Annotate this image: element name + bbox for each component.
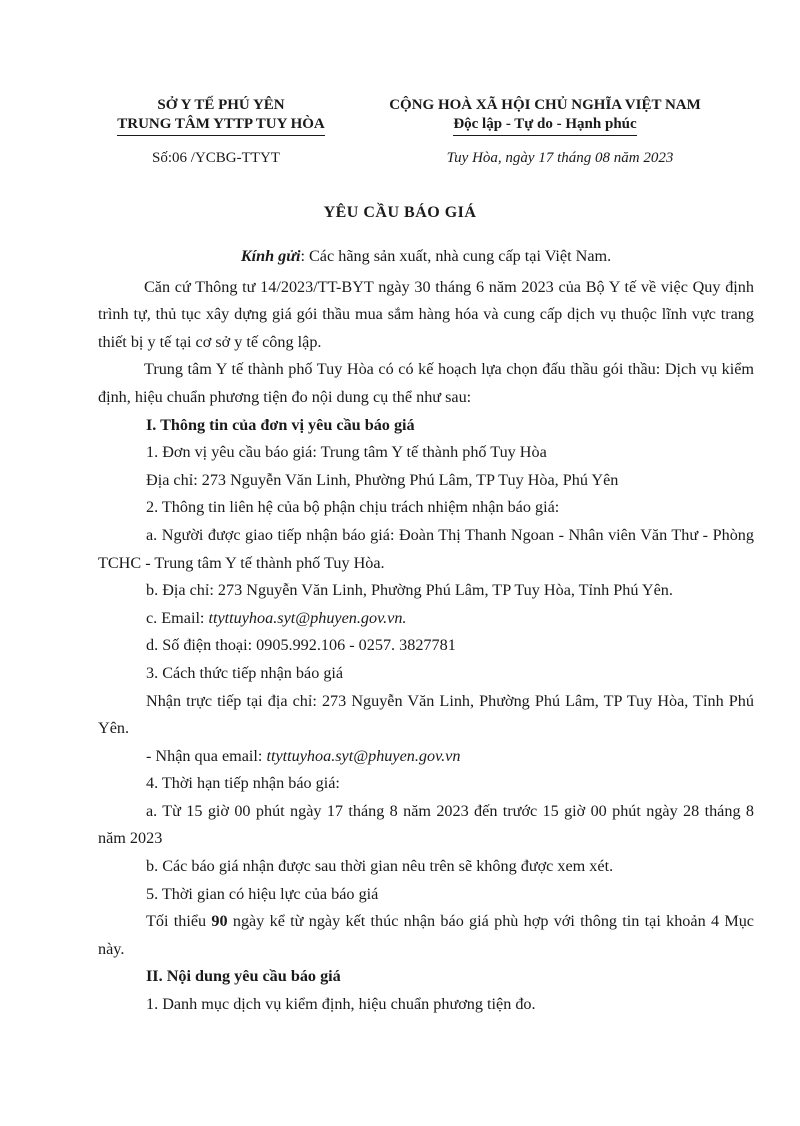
parent-agency: SỞ Y TẾ PHÚ YÊN bbox=[157, 97, 285, 113]
receive-email: ttyttuyhoa.syt@phuyen.gov.vn bbox=[266, 746, 461, 765]
recipient-label: Kính gửi bbox=[240, 247, 301, 265]
recipient-text: : Các hãng sản xuất, nhà cung cấp tại Việt Nam. bbox=[300, 247, 612, 265]
agency-name: TRUNG TÂM YTTP TUY HÒA bbox=[117, 115, 325, 136]
validity-pre: Tối thiểu bbox=[146, 912, 212, 931]
section-1-item-5: 5. Thời gian có hiệu lực của báo giá bbox=[146, 884, 379, 903]
document-title: YÊU CẦU BÁO GIÁ bbox=[323, 204, 477, 221]
section-2-item-1: 1. Danh mục dịch vụ kiểm định, hiệu chuẩn phương tiện đo. bbox=[146, 995, 536, 1014]
section-1-item-3: 3. Cách thức tiếp nhận báo giá bbox=[146, 663, 344, 682]
section-1-item-1: 1. Đơn vị yêu cầu báo giá: Trung tâm Y tế thành phố Tuy Hòa bbox=[146, 443, 547, 462]
national-motto: Độc lập - Tự do - Hạnh phúc bbox=[453, 115, 636, 136]
section-1-item-2b: b. Địa chỉ: 273 Nguyễn Văn Linh, Phường Phú Lâm, TP Tuy Hòa, Tỉnh Phú Yên. bbox=[146, 581, 673, 600]
contact-email: ttyttuyhoa.syt@phuyen.gov.vn. bbox=[208, 608, 407, 627]
document-date: Tuy Hòa, ngày 17 tháng 08 năm 2023 bbox=[446, 150, 674, 166]
national-header bbox=[360, 96, 730, 136]
validity-days: 90 bbox=[211, 912, 228, 931]
section-1-item-2: 2. Thông tin liên hệ của bộ phận chịu trách nhiệm nhận báo giá: bbox=[146, 498, 560, 517]
section-1-item-2a: a. Người được giao tiếp nhận báo giá: Đoàn Thị Thanh Ngoan - Nhân viên Văn Thư - Phòng TCHC - Trung tâm Y tế thành phố Tuy Hòa. bbox=[98, 525, 754, 572]
document-number: Số:06 /YCBG-TTYT bbox=[152, 150, 280, 166]
section-1-heading: I. Thông tin của đơn vị yêu cầu báo giá bbox=[146, 415, 415, 434]
recipient-line bbox=[98, 243, 754, 271]
section-1-item-5-text bbox=[98, 908, 754, 963]
document-body bbox=[98, 243, 754, 1019]
email-receive-label: - Nhận qua email: bbox=[146, 746, 267, 765]
country-name: CỘNG HOÀ XÃ HỘI CHỦ NGHĨA VIỆT NAM bbox=[389, 97, 701, 113]
intro-paragraph-1: Căn cứ Thông tư 14/2023/TT-BYT ngày 30 tháng 6 năm 2023 của Bộ Y tế về việc Quy định trình tự, thủ tục xây dựng giá gói thầu mua sắm hàng hóa và cung cấp dịch vụ thuộc lĩnh vực trang thiết bị y tế tại cơ sở y tế công lập. bbox=[98, 277, 754, 351]
section-1-item-4: 4. Thời hạn tiếp nhận báo giá: bbox=[146, 774, 340, 793]
section-1-item-2d: d. Số điện thoại: 0905.992.106 - 0257. 3827781 bbox=[146, 636, 456, 655]
section-1-item-3-email bbox=[98, 743, 754, 771]
section-1-item-2c bbox=[98, 605, 754, 633]
section-1-item-3-direct: Nhận trực tiếp tại địa chỉ: 273 Nguyễn Văn Linh, Phường Phú Lâm, TP Tuy Hòa, Tỉnh Phú Yên. bbox=[98, 691, 754, 738]
section-1-address: Địa chỉ: 273 Nguyễn Văn Linh, Phường Phú Lâm, TP Tuy Hòa, Phú Yên bbox=[146, 470, 619, 489]
section-2-heading: II. Nội dung yêu cầu báo giá bbox=[146, 967, 341, 986]
issuing-agency bbox=[96, 96, 346, 136]
intro-paragraph-2: Trung tâm Y tế thành phố Tuy Hòa có có kế hoạch lựa chọn đấu thầu gói thầu: Dịch vụ kiểm định, hiệu chuẩn phương tiện đo nội dung cụ thể như sau: bbox=[98, 360, 754, 406]
email-label: c. Email: bbox=[146, 608, 209, 627]
section-1-item-4b: b. Các báo giá nhận được sau thời gian nêu trên sẽ không được xem xét. bbox=[146, 857, 614, 876]
section-1-item-4a: a. Từ 15 giờ 00 phút ngày 17 tháng 8 năm 2023 đến trước 15 giờ 00 phút ngày 28 tháng 8 năm 2023 bbox=[98, 801, 754, 848]
validity-post: ngày kể từ ngày kết thúc nhận báo giá phù hợp với thông tin tại khoản 4 Mục này. bbox=[98, 912, 754, 958]
